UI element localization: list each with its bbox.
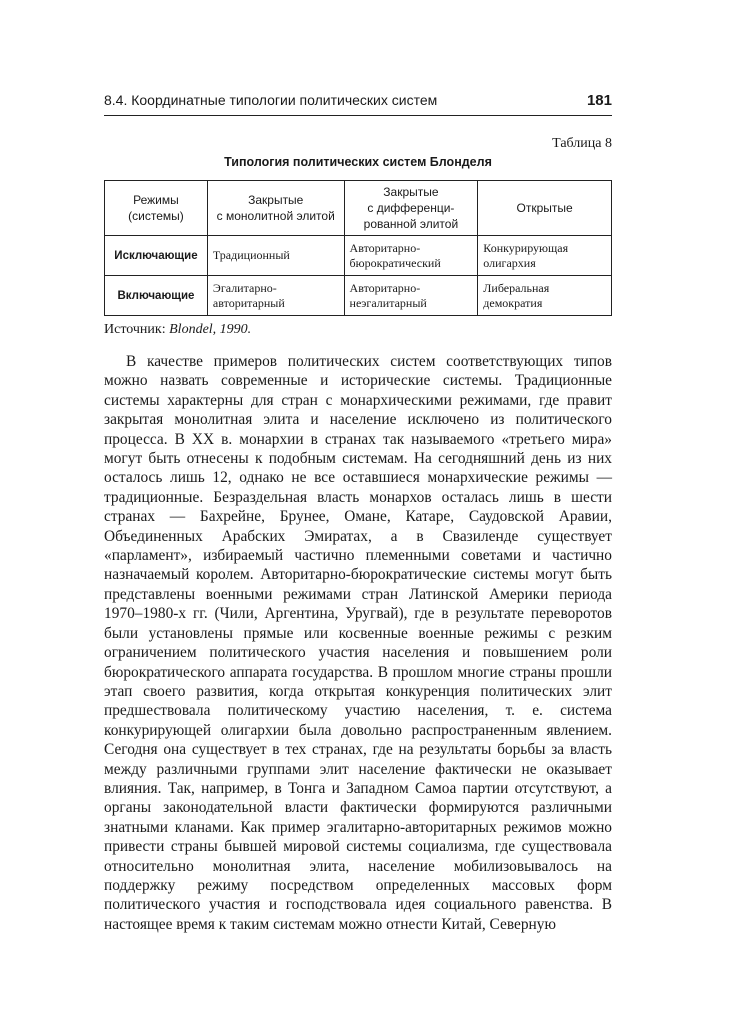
table-cell: Эгалитарно- авторитарный	[207, 276, 344, 316]
table-cell: Конкурирующая олигархия	[478, 236, 612, 276]
typology-table	[104, 180, 612, 316]
table-cell: Авторитарно- неэгалитарный	[344, 276, 478, 316]
column-header-text: Закрытые с дифференци- рованной элитой	[363, 185, 459, 231]
source-reference: Blondel, 1990.	[169, 322, 252, 337]
table-cell: Авторитарно- бюрократический	[344, 236, 478, 276]
table-cell: Либеральная демократия	[478, 276, 612, 316]
table-cell: Традиционный	[207, 236, 344, 276]
row-header: Исключающие	[105, 236, 208, 276]
page-number: 181	[586, 92, 612, 109]
row-header: Включающие	[105, 276, 208, 316]
table-source	[104, 322, 251, 338]
column-header	[105, 181, 208, 236]
table-row	[105, 276, 612, 316]
source-label: Источник:	[104, 322, 166, 337]
column-header-text: Открытые	[516, 201, 573, 215]
header-rule	[104, 115, 612, 116]
running-title: 8.4. Координатные типологии политических систем	[104, 92, 438, 108]
table-label: Таблица 8	[552, 136, 612, 151]
column-header-text: Закрытые с монолитной элитой	[216, 193, 335, 223]
table-header-row	[105, 181, 612, 236]
running-header	[104, 92, 612, 109]
table-title: Типология политических систем Блонделя	[224, 155, 492, 169]
column-header	[207, 181, 344, 236]
table-row	[105, 236, 612, 276]
column-header-text: Режимы (системы)	[128, 193, 184, 223]
column-header	[478, 181, 612, 236]
body-paragraph: В качестве примеров политических систем соответствующих типов можно назвать современные и исторические системы. Традиционные системы характерны для стран с монархическими режимами, где правит закрытая монолитная элита и население исключено из политического процесса. В XX в. монархии в странах так называемого «третьего мира» могут быть отнесены к подобным системам. На сегодняшний день из них осталось лишь 12, однако не все оставшиеся монархические режимы — традиционные. Безраздельная власть монархов осталась лишь в шести странах — Бахрейне, Брунее, Омане, Катаре, Саудовской Аравии, Объединенных Арабских Эмиратах, а в Свазиленде существует «парламент», избираемый частично племенными советами и частично назначаемый королем. Авторитарно-бюрократические системы могут быть представлены военными режимами стран Латинской Америки периода 1970–1980-х гг. (Чили, Аргентина, Уругвай), где в результате переворотов были установлены прямые или косвенные военные режимы с резким ограничением политического участия населения и повышением роли бюрократического аппарата государства. В прошлом многие страны прошли этап своего развития, когда открытая конкуренция политических элит предшествовала политическому участию населения, т. е. система конкурирующей олигархии была довольно распространенным явлением. Сегодня она существует в тех странах, где на результаты борьбы за власть между различными группами элит население фактически не оказывает влияния. Так, например, в Тонга и Западном Самоа партии отсутствуют, а органы законодательной власти фактически формируются различными знатными кланами. Как пример эгалитарно-авторитарных режимов можно привести страны бывшей мировой системы социализма, где существовала относительно монолитная элита, население мобилизовывалось на поддержку режиму посредством определенных массовых форм политического участия и господствовала идея социального равенства. В настоящее время к таким системам можно отнести Китай, Северную	[104, 353, 612, 933]
column-header	[344, 181, 478, 236]
